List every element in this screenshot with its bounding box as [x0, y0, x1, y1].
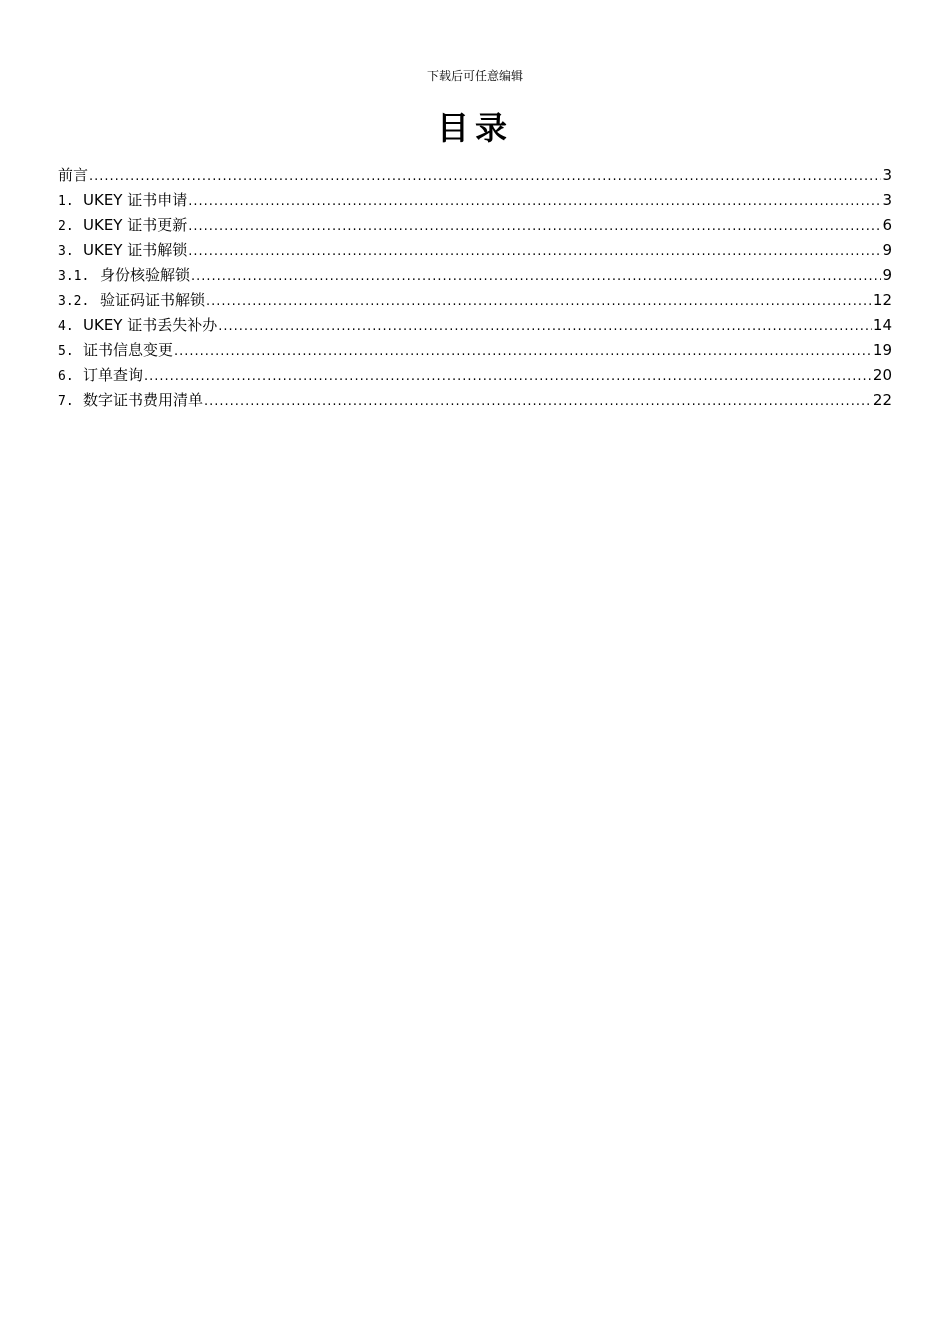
table-of-contents [58, 163, 892, 413]
toc-title: 目录 [436, 109, 513, 147]
toc-entry-page: 9 [882, 241, 892, 259]
toc-entry-number: 6. [58, 369, 74, 384]
toc-entry-number: 7. [58, 394, 74, 409]
toc-entry-ukey-lost[interactable] [58, 313, 892, 338]
toc-entry-identity-unlock[interactable] [58, 263, 892, 288]
toc-entry-page: 20 [872, 366, 892, 384]
toc-dot-leader [89, 164, 881, 189]
toc-dot-leader [188, 214, 881, 239]
toc-entry-info-change[interactable] [58, 338, 892, 363]
toc-entry-page: 14 [872, 316, 892, 334]
toc-dot-leader [206, 289, 872, 314]
toc-entry-order-query[interactable] [58, 363, 892, 388]
toc-entry-ukey-unlock[interactable] [58, 238, 892, 263]
toc-entry-code-unlock[interactable] [58, 288, 892, 313]
toc-entry-page: 6 [882, 216, 892, 234]
toc-entry-ukey-apply[interactable] [58, 188, 892, 213]
toc-entry-label: 身份核验解锁 [100, 266, 191, 284]
toc-entry-number: 3.1. [58, 269, 90, 284]
toc-entry-fee-list[interactable] [58, 388, 892, 413]
toc-entry-page: 22 [872, 391, 892, 409]
toc-dot-leader [188, 189, 881, 214]
toc-entry-page: 9 [882, 266, 892, 284]
toc-entry-number: 2. [58, 219, 74, 234]
toc-entry-label: 数字证书费用清单 [83, 391, 204, 409]
toc-dot-leader [191, 264, 881, 289]
toc-entry-label: 前言 [58, 166, 89, 184]
toc-dot-leader [188, 239, 881, 264]
page-header-note: 下载后可任意编辑 [426, 69, 523, 83]
toc-entry-label: UKEY 证书更新 [83, 216, 188, 234]
toc-entry-label: UKEY 证书解锁 [83, 241, 188, 259]
toc-entry-number: 1. [58, 194, 74, 209]
toc-entry-ukey-renew[interactable] [58, 213, 892, 238]
toc-entry-number: 3.2. [58, 294, 90, 309]
toc-entry-number: 4. [58, 319, 74, 334]
toc-dot-leader [144, 364, 872, 389]
toc-entry-label: UKEY 证书丢失补办 [83, 316, 218, 334]
toc-entry-label: 证书信息变更 [83, 341, 174, 359]
toc-entry-preface[interactable] [58, 163, 892, 188]
toc-entry-label: 订单查询 [83, 366, 144, 384]
toc-entry-label: 验证码证书解锁 [100, 291, 206, 309]
toc-entry-page: 19 [872, 341, 892, 359]
toc-dot-leader [204, 389, 872, 414]
toc-entry-page: 3 [882, 191, 892, 209]
toc-entry-page: 12 [872, 291, 892, 309]
toc-entry-page: 3 [882, 166, 892, 184]
toc-entry-number: 3. [58, 244, 74, 259]
toc-dot-leader [174, 339, 872, 364]
toc-dot-leader [218, 314, 872, 339]
toc-entry-label: UKEY 证书申请 [83, 191, 188, 209]
toc-entry-number: 5. [58, 344, 74, 359]
